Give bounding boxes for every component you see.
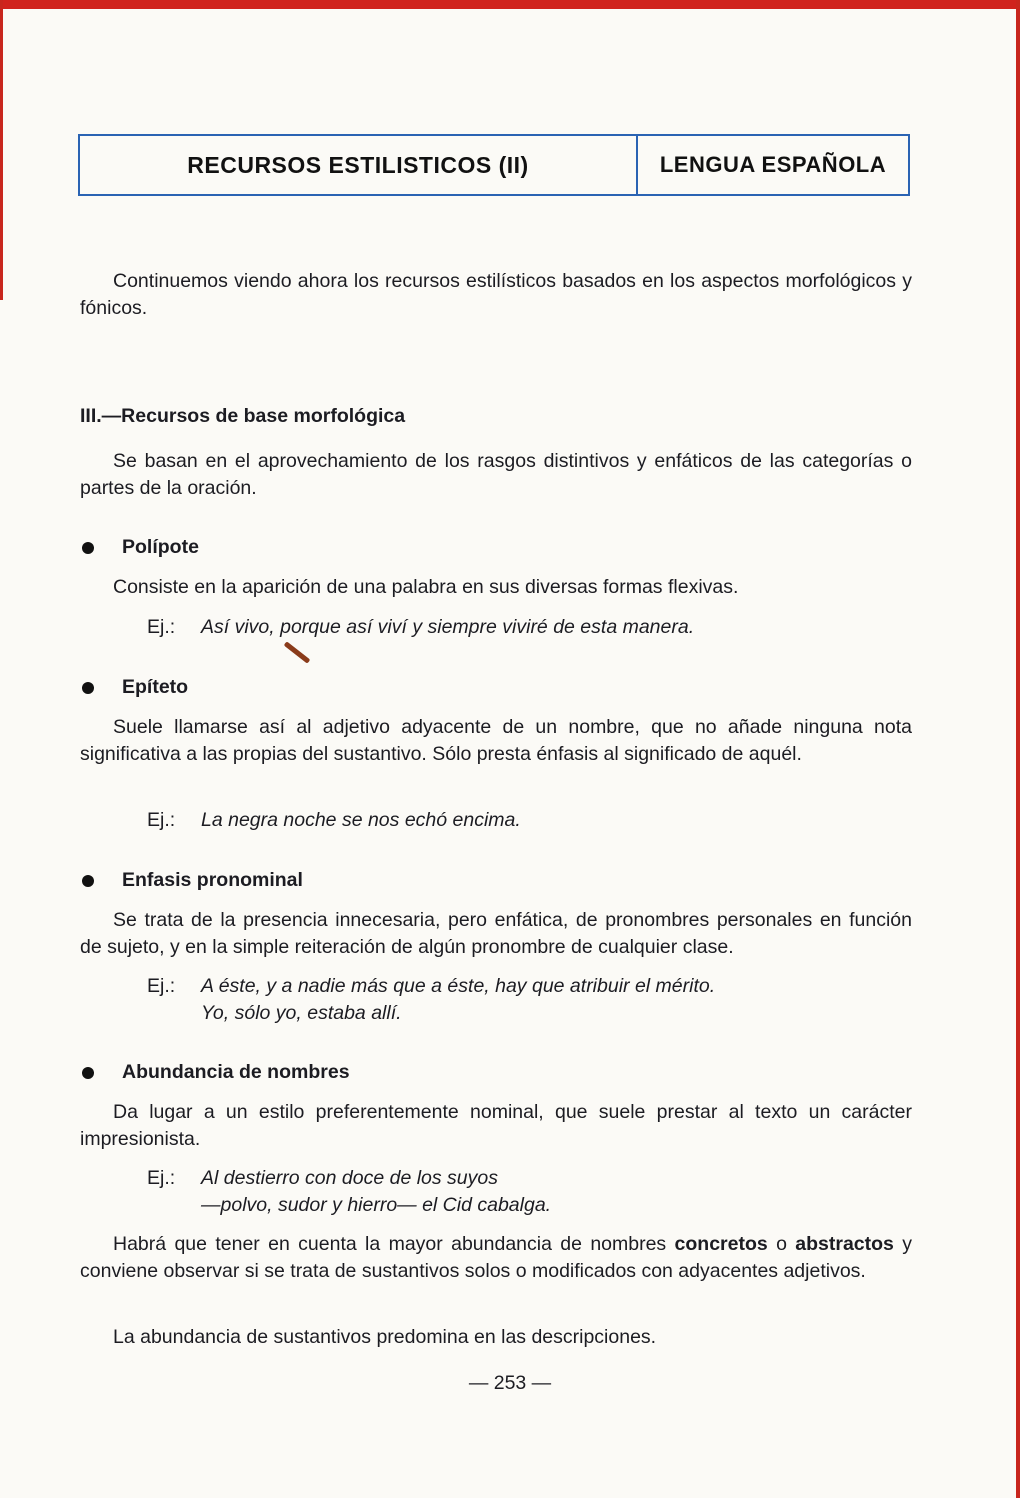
- section-text: Se basan en el aprovechamiento de los rasgos distintivos y enfáticos de las categorías o partes de la oración.: [80, 450, 912, 499]
- closing-paragraph-2: [80, 1324, 912, 1351]
- item-heading-polipote: [82, 536, 199, 559]
- example-label: Ej.:: [147, 1167, 176, 1189]
- closing-text: [80, 1231, 912, 1284]
- cover-edge-right: [1016, 0, 1020, 1498]
- item-paragraph: [80, 574, 912, 601]
- cover-edge-left: [0, 0, 3, 300]
- item-text: Da lugar a un estilo preferentemente nominal, que suele prestar al texto un carácter impresionista.: [80, 1101, 912, 1150]
- item-heading-enfasis: [82, 869, 303, 892]
- subject-label: LENGUA ESPAÑOLA: [659, 152, 887, 177]
- example-line: La negra noche se nos echó encima.: [201, 809, 521, 831]
- bullet-icon: [82, 542, 94, 554]
- closing-bold-abstractos: abstractos: [795, 1233, 894, 1255]
- example-line: Así vivo, porque así viví y siempre viviré de esta manera.: [201, 616, 695, 638]
- section-paragraph: [80, 448, 912, 501]
- closing-text-part: Habrá que tener en cuenta la mayor abundancia de nombres: [113, 1233, 675, 1255]
- bullet-icon: [82, 875, 94, 887]
- example-line: A éste, y a nadie más que a éste, hay que atribuir el mérito.: [201, 975, 716, 997]
- pencil-mark: [284, 641, 311, 663]
- item-text: Consiste en la aparición de una palabra en sus diversas formas flexivas.: [113, 576, 739, 598]
- item-paragraph: [80, 907, 912, 960]
- closing-bold-concretos: concretos: [674, 1233, 768, 1255]
- item-title: Epíteto: [122, 676, 189, 698]
- example: [147, 973, 715, 1026]
- example-line: Yo, sólo yo, estaba allí.: [201, 1001, 402, 1024]
- page-title: RECURSOS ESTILISTICOS (II): [80, 136, 638, 194]
- item-title: Polípote: [122, 536, 199, 558]
- intro-text: Continuemos viendo ahora los recursos estilísticos basados en los aspectos morfológicos y fónicos.: [80, 270, 912, 319]
- closing-text-part: y conviene observar si se trata de sustantivos solos o modificados con adyacentes adjetivos.: [80, 1233, 913, 1282]
- closing-text: La abundancia de sustantivos predomina en las descripciones.: [113, 1326, 657, 1348]
- section-heading: III.—Recursos de base morfológica: [80, 405, 406, 427]
- item-heading-abundancia: [82, 1061, 350, 1084]
- item-text: Se trata de la presencia innecesaria, pero enfática, de pronombres personales en función de sujeto, y en la simple reiteración de algún pronombre de cualquier clase.: [80, 909, 912, 958]
- cover-edge-top: [0, 0, 1020, 9]
- item-text: Suele llamarse así al adjetivo adyacente de un nombre, que no añade ninguna nota significativa a las propias del sustantivo. Sólo presta énfasis al significado de aquél.: [80, 716, 912, 765]
- example-lines: [201, 1165, 551, 1218]
- bullet-icon: [82, 682, 94, 694]
- closing-paragraph-1: [80, 1231, 912, 1284]
- example: [147, 1165, 551, 1218]
- example-lines: [201, 973, 715, 1026]
- example-label: Ej.:: [147, 975, 176, 997]
- item-title: Enfasis pronominal: [122, 869, 303, 891]
- closing-text-part: o: [767, 1233, 796, 1255]
- example-label: Ej.:: [147, 809, 176, 831]
- bullet-icon: [82, 1067, 94, 1079]
- header-box: [78, 134, 910, 196]
- item-paragraph: [80, 714, 912, 767]
- item-heading-epiteto: [82, 676, 188, 699]
- page-number: — 253 —: [468, 1372, 552, 1394]
- item-title: Abundancia de nombres: [122, 1061, 350, 1083]
- intro-paragraph: [80, 268, 912, 321]
- example-line: Al destierro con doce de los suyos: [201, 1167, 498, 1189]
- example: [147, 614, 694, 641]
- example-label: Ej.:: [147, 616, 176, 638]
- example: [147, 807, 521, 834]
- example-line: —polvo, sudor y hierro— el Cid cabalga.: [201, 1193, 552, 1216]
- item-paragraph: [80, 1099, 912, 1152]
